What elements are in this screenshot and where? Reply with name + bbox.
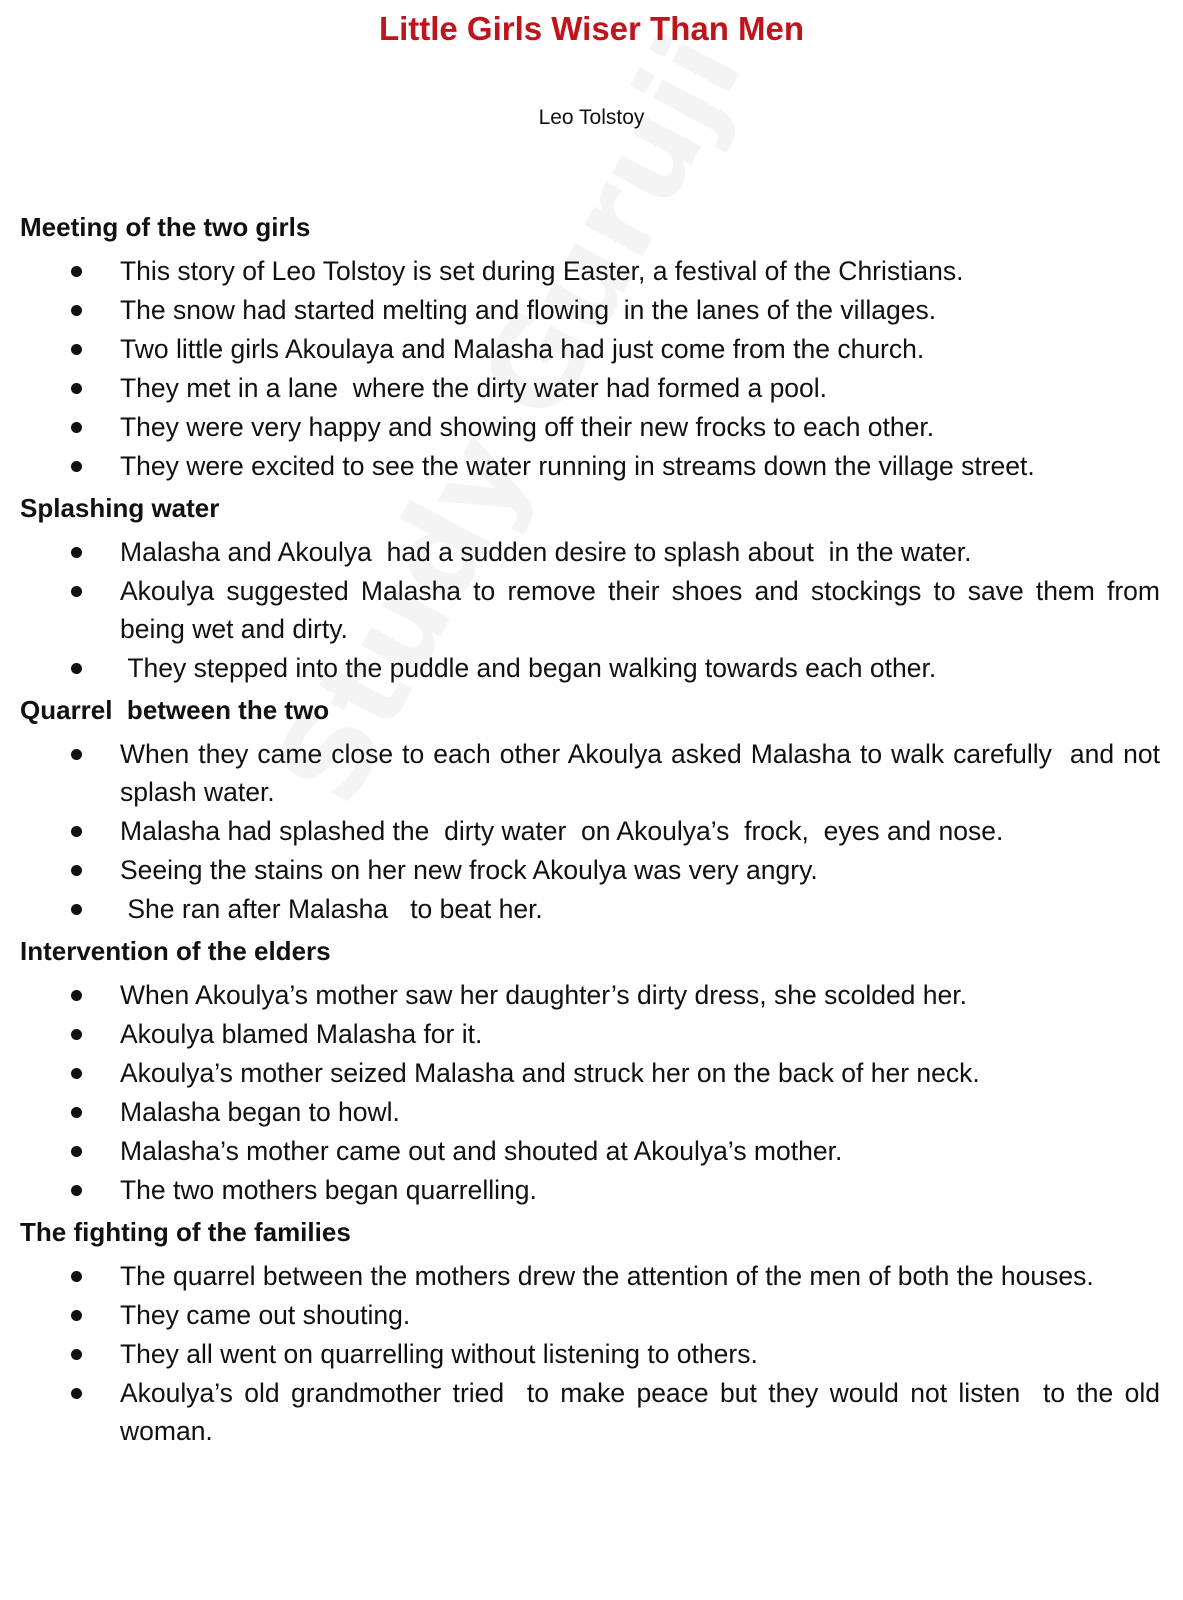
list-item: Malasha began to howl. xyxy=(20,1093,1160,1131)
document-author: Leo Tolstoy xyxy=(538,106,645,129)
bullet-list-quarrel xyxy=(20,735,1168,928)
list-item: They stepped into the puddle and began walking towards each other. xyxy=(20,649,1160,687)
list-item: Malasha’s mother came out and shouted at Akoulya’s mother. xyxy=(20,1132,1160,1170)
list-item: She ran after Malasha to beat her. xyxy=(20,890,1160,928)
section-heading-intervention: Intervention of the elders xyxy=(20,936,331,966)
list-item: When they came close to each other Akoulya asked Malasha to walk carefully and not splash water. xyxy=(20,735,1160,811)
list-item: Akoulya blamed Malasha for it. xyxy=(20,1015,1160,1053)
list-item: They all went on quarrelling without listening to others. xyxy=(20,1335,1160,1373)
list-item: Two little girls Akoulaya and Malasha had just come from the church. xyxy=(20,330,1160,368)
list-item: They met in a lane where the dirty water had formed a pool. xyxy=(20,369,1160,407)
list-item: The two mothers began quarrelling. xyxy=(20,1171,1160,1209)
section-heading-splashing: Splashing water xyxy=(20,493,220,523)
list-item: Akoulya suggested Malasha to remove their shoes and stockings to save them from being wet and dirty. xyxy=(20,572,1160,648)
list-item: Akoulya’s old grandmother tried to make peace but they would not listen to the old woman. xyxy=(20,1374,1160,1450)
list-item: Akoulya’s mother seized Malasha and struck her on the back of her neck. xyxy=(20,1054,1160,1092)
document-title: Little Girls Wiser Than Men xyxy=(378,10,805,47)
list-item: Seeing the stains on her new frock Akoulya was very angry. xyxy=(20,851,1160,889)
list-item: They were excited to see the water running in streams down the village street. xyxy=(20,447,1160,485)
bullet-list-splashing xyxy=(20,533,1168,687)
document-body xyxy=(20,210,1168,1456)
list-item: The quarrel between the mothers drew the attention of the men of both the houses. xyxy=(20,1257,1160,1295)
list-item: When Akoulya’s mother saw her daughter’s dirty dress, she scolded her. xyxy=(20,976,1160,1014)
list-item: The snow had started melting and flowing in the lanes of the villages. xyxy=(20,291,1160,329)
list-item: They came out shouting. xyxy=(20,1296,1160,1334)
list-item: This story of Leo Tolstoy is set during Easter, a festival of the Christians. xyxy=(20,252,1160,290)
bullet-list-fighting xyxy=(20,1257,1168,1450)
list-item: They were very happy and showing off their new frocks to each other. xyxy=(20,408,1160,446)
section-heading-fighting: The fighting of the families xyxy=(20,1217,351,1247)
list-item: Malasha and Akoulya had a sudden desire to splash about in the water. xyxy=(20,533,1160,571)
list-item: Malasha had splashed the dirty water on Akoulya’s frock, eyes and nose. xyxy=(20,812,1160,850)
bullet-list-meeting xyxy=(20,252,1160,485)
bullet-list-intervention xyxy=(20,976,1160,1209)
section-heading-quarrel: Quarrel between the two xyxy=(20,695,330,725)
section-heading-meeting: Meeting of the two girls xyxy=(20,212,311,242)
